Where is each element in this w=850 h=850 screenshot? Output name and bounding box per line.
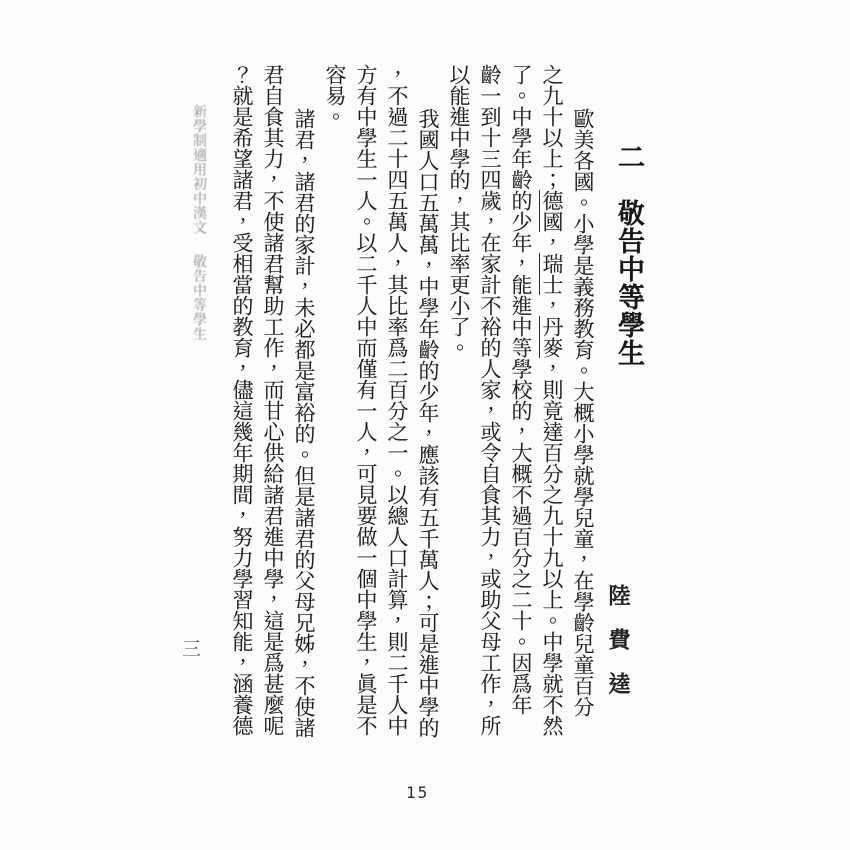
text-column: 方有中學生一人。以二千人中而僅有一人，可見要做一個中學生，眞是不 [354, 64, 378, 736]
text-column: ，不過二十四五萬人，其比率爲二百分之一。以總人口計算，則二千人中 [385, 64, 409, 736]
paragraph-1 [443, 64, 598, 764]
text-column: 君自食其力，不使諸君幫助工作，而甘心供給諸君進中學，這是爲甚麼呢 [261, 64, 285, 736]
text-segment: ，則竟達百分之九十九以上。中學就不然 [540, 358, 564, 736]
paragraph-3 [226, 64, 319, 764]
text-column: 容易。 [323, 64, 347, 127]
text-segment: 之九十以上； [540, 64, 564, 190]
text-column: 齡一到十三四歲，在家計不裕的人家，或令自食其力，或助父母工作，所 [478, 64, 502, 736]
text-column [536, 64, 567, 764]
text-column: 以能進中學的，其比率更小了。 [447, 64, 471, 358]
chapter-heading: 二 敬告中等學生 [614, 143, 644, 367]
author-name: 陸費逵 [606, 584, 631, 716]
text-segment: ， [540, 232, 564, 253]
proper-noun-mark: 德國 [540, 190, 564, 232]
text-column: 我國人口五萬萬，中學年齡的少年，應該有五千萬人；可是進中學的 [416, 108, 440, 738]
running-title-chapter: 敬告中等學生 [191, 254, 206, 341]
text-column: ？就是希望諸君，受相當的教育，儘這幾年期間，努力學習知能，涵養德 [230, 64, 254, 736]
text-column: 歐美各國。小學是義務教育。大概小學就學兒童，在學齡兒童百分 [571, 108, 595, 717]
text-column: 諸君，諸君的家計，未必都是富裕的。但是諸君的父母兄姊，不使諸 [292, 108, 316, 738]
page-number: 15 [406, 783, 430, 802]
proper-noun-mark: 丹麥 [540, 316, 564, 358]
text-column: 了。中學年齡的少年，能進中等學校的，大概不過百分之二十。因爲年 [509, 64, 533, 715]
proper-noun-mark: 瑞士 [540, 253, 564, 295]
running-title-book: 新學制適用初中漢文 [191, 104, 206, 235]
folio-label: 三 [182, 639, 202, 660]
text-block [226, 64, 598, 764]
paragraph-2 [319, 64, 443, 764]
text-segment: ， [540, 295, 564, 316]
